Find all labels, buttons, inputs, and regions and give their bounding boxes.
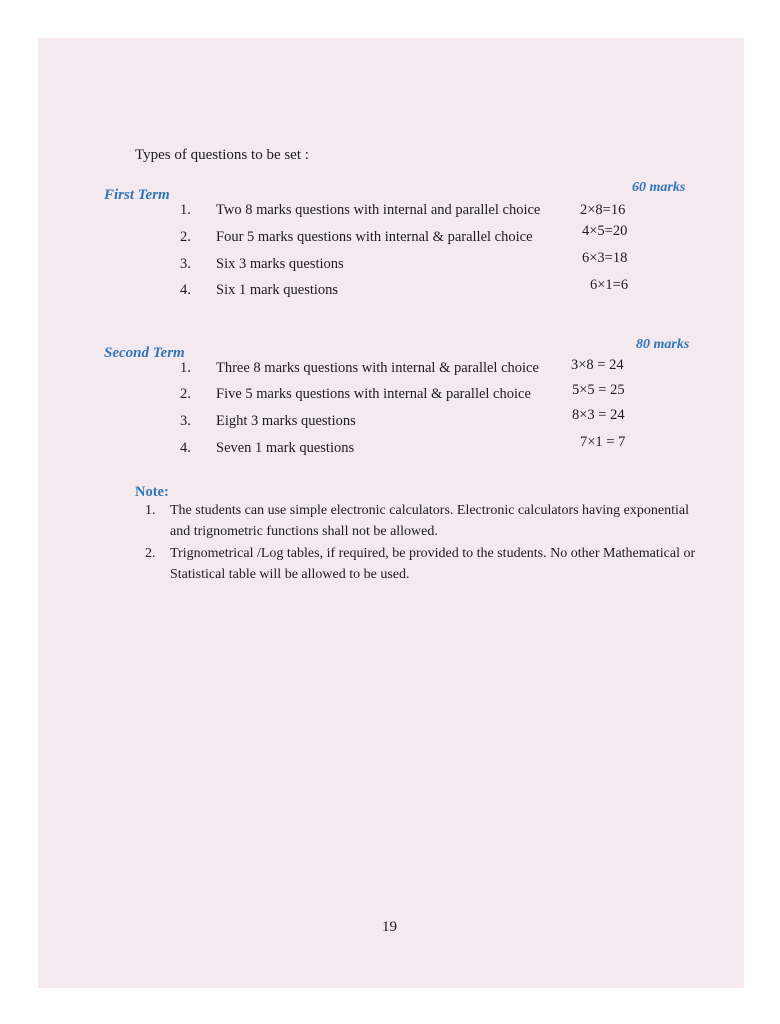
item-calc: 3×8 = 24 [571,357,624,373]
intro-heading: Types of questions to be set : [135,147,309,163]
item-text: Six 1 mark questions [216,282,339,298]
list-item [0,382,780,408]
item-number: 2. [180,229,191,245]
list-item [0,223,780,251]
item-text: Eight 3 marks questions [216,413,356,429]
note-text: The students can use simple electronic calculators. Electronic calculators having exponential and trignometric functions shall not be allowed. [170,503,689,539]
item-text: Five 5 marks questions with internal & parallel choice [216,386,531,402]
list-item [0,434,780,462]
item-text: Four 5 marks questions with internal & parallel choice [216,229,533,245]
note-number: 1. [145,503,156,518]
item-calc: 6×3=18 [582,250,628,266]
list-item [0,250,780,278]
item-calc: 8×3 = 24 [572,407,625,423]
note-text: Trignometrical /Log tables, if required, be provided to the students. No other Mathematical or Statistical table will be allowed to be used. [170,546,696,582]
item-text: Six 3 marks questions [216,256,344,272]
item-number: 2. [180,386,191,402]
item-number: 1. [180,360,191,376]
item-calc: 5×5 = 25 [572,382,625,398]
page-number: 19 [382,919,397,935]
second-term-title: Second Term [104,345,185,361]
list-item [0,407,780,435]
item-number: 3. [180,413,191,429]
second-term-marks: 80 marks [636,337,690,352]
item-number: 3. [180,256,191,272]
item-calc: 2×8=16 [580,202,626,218]
note-title: Note: [135,484,169,500]
item-calc: 7×1 = 7 [580,434,626,450]
item-number: 1. [180,202,191,218]
first-term-title: First Term [104,187,170,203]
item-text: Three 8 marks questions with internal & parallel choice [216,360,539,376]
list-item [0,202,780,224]
item-number: 4. [180,440,191,456]
list-item [0,357,780,382]
item-text: Seven 1 mark questions [216,440,355,456]
note-number: 2. [145,546,156,561]
list-item [0,277,780,304]
item-calc: 6×1=6 [590,277,629,293]
first-term-marks: 60 marks [632,180,686,195]
item-number: 4. [180,282,191,298]
item-text: Two 8 marks questions with internal and parallel choice [216,202,541,218]
item-calc: 4×5=20 [582,223,628,239]
